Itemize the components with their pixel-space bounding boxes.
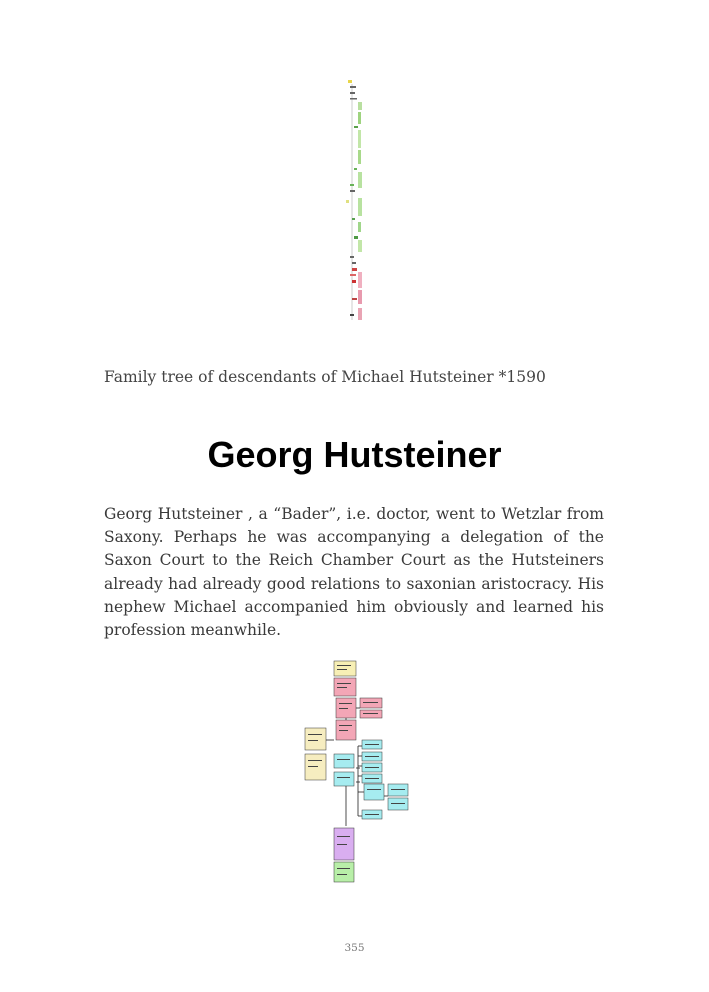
- family-tree-diagram-top: [340, 78, 370, 324]
- tree-top-entries: [346, 80, 362, 320]
- section-heading: Georg Hutsteiner: [207, 434, 502, 475]
- family-tree-diagram-bottom: [298, 656, 418, 888]
- page-number: 355: [344, 942, 365, 954]
- figure-caption: Family tree of descendants of Michael Hutsteiner *1590: [104, 368, 546, 386]
- tree-bottom-boxes: [305, 661, 408, 882]
- body-paragraph: Georg Hutsteiner , a “Bader”, i.e. doctor, went to Wetzlar from Saxony. Perhaps he was accompanying a delegation of the Saxon Court to the Reich Chamber Court as the Hutsteiners already had already good relations to saxonian aristocracy. His nephew Michael accompanied him obviously and learned his profession meanwhile.: [104, 505, 604, 640]
